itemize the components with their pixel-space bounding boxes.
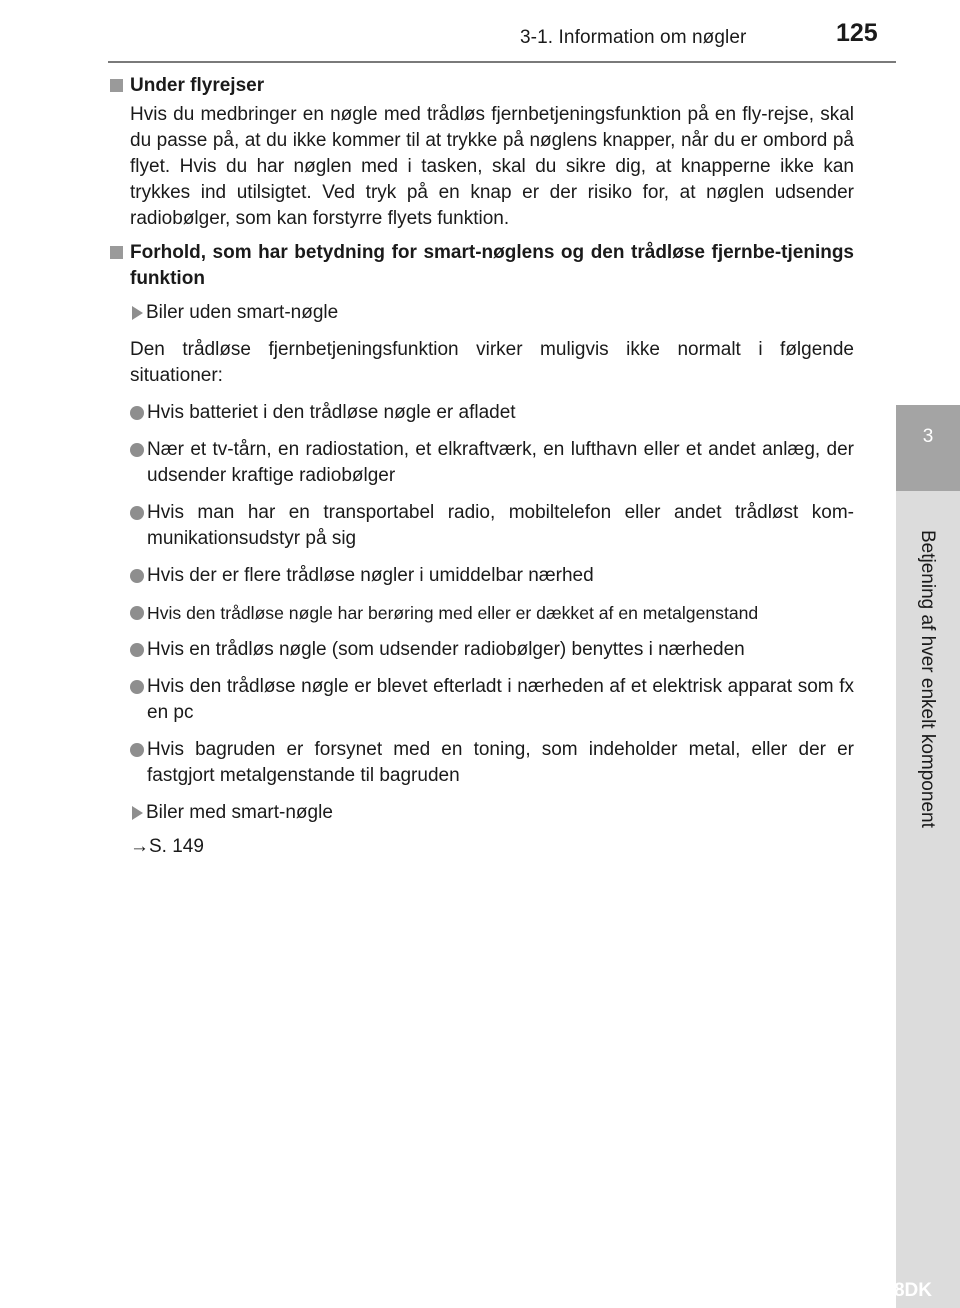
circle-bullet-icon bbox=[130, 406, 144, 420]
triangle-right-icon bbox=[132, 806, 143, 820]
list-item bbox=[110, 674, 854, 726]
section-title: 3-1. Information om nøgler bbox=[520, 27, 747, 48]
chapter-number-tab bbox=[896, 405, 960, 491]
list-item bbox=[110, 737, 854, 789]
chapter-label: Betjening af hver enkelt komponent bbox=[917, 530, 938, 828]
list-item-text: Hvis der er flere trådløse nøgler i umiddelbar nærhed bbox=[147, 565, 594, 586]
subheading-no-smart-key bbox=[110, 300, 854, 326]
circle-bullet-icon bbox=[130, 680, 144, 694]
square-bullet-icon bbox=[110, 246, 123, 259]
heading-conditions bbox=[110, 240, 854, 292]
triangle-right-icon bbox=[132, 306, 143, 320]
list-item-text: Hvis bagruden er forsynet med en toning, som indeholder metal, eller der er fastgjort metalgenstande til bagruden bbox=[147, 739, 854, 786]
circle-bullet-icon bbox=[130, 443, 144, 457]
circle-bullet-icon bbox=[130, 569, 144, 583]
list-item bbox=[110, 563, 854, 589]
subheading-no-smart-key-text: Biler uden smart-nøgle bbox=[146, 302, 339, 323]
list-item bbox=[110, 637, 854, 663]
side-tab-blank bbox=[896, 0, 960, 405]
paragraph-flights: Hvis du medbringer en nøgle med trådløs fjernbetjeningsfunktion på en fly-rejse, skal du passe på, at du ikke kommer til at trykke på nøglens knapper, når du er ombord på flyet. Hvis du har nøglen med i tasken, skal du sikre dig, at knapperne ikke kan trykkes ind utilsigtet. Ved tryk på en knap er der risiko for, at nøglen udsender radiobølger, som kan forstyrre flyets funktion. bbox=[130, 104, 854, 229]
list-item-text: Nær et tv-tårn, en radiostation, et elkraftværk, en lufthavn eller et andet anlæg, der udsender kraftige radiobølger bbox=[147, 439, 854, 486]
chapter-label-wrap bbox=[896, 530, 960, 830]
circle-bullet-icon bbox=[130, 506, 144, 520]
paragraph-situations: Den trådløse fjernbetjeningsfunktion virker muligvis ikke normalt i følgende situationer: bbox=[130, 339, 854, 386]
square-bullet-icon bbox=[110, 79, 123, 92]
list-item-text: Hvis man har en transportabel radio, mobiltelefon eller andet trådløst kom-munikationsudstyr på sig bbox=[147, 502, 854, 549]
list-item-text: Hvis den trådløse nøgle er blevet efterladt i nærheden af et elektrisk apparat som fx en pc bbox=[147, 676, 854, 723]
list-item bbox=[110, 437, 854, 489]
circle-bullet-icon bbox=[130, 743, 144, 757]
subheading-smart-key-text: Biler med smart-nøgle bbox=[146, 802, 333, 823]
watermark: OM42A68DK bbox=[817, 1280, 932, 1301]
circle-bullet-icon bbox=[130, 643, 144, 657]
list-item-text: Hvis den trådløse nøgle har berøring med eller er dækket af en metalgenstand bbox=[147, 603, 759, 623]
header-divider bbox=[108, 61, 896, 63]
heading-flights-text: Under flyrejser bbox=[130, 75, 265, 96]
subheading-smart-key bbox=[110, 800, 854, 826]
chapter-number: 3 bbox=[922, 426, 934, 447]
heading-flights bbox=[110, 73, 854, 99]
list-item bbox=[110, 400, 854, 426]
heading-conditions-text: Forhold, som har betydning for smart-nøglens og den trådløse fjernbe-tjenings funktion bbox=[130, 242, 854, 289]
chapter-side-tab bbox=[896, 0, 960, 1308]
page-content bbox=[110, 73, 854, 860]
list-item bbox=[110, 500, 854, 552]
list-item-text: Hvis batteriet i den trådløse nøgle er afladet bbox=[147, 402, 516, 423]
page-number: 125 bbox=[836, 19, 878, 47]
list-item-text: Hvis en trådløs nøgle (som udsender radiobølger) benyttes i nærheden bbox=[147, 639, 745, 660]
list-item bbox=[110, 600, 854, 626]
circle-bullet-icon bbox=[130, 606, 144, 620]
page-reference-link[interactable]: →S. 149 bbox=[130, 836, 204, 857]
